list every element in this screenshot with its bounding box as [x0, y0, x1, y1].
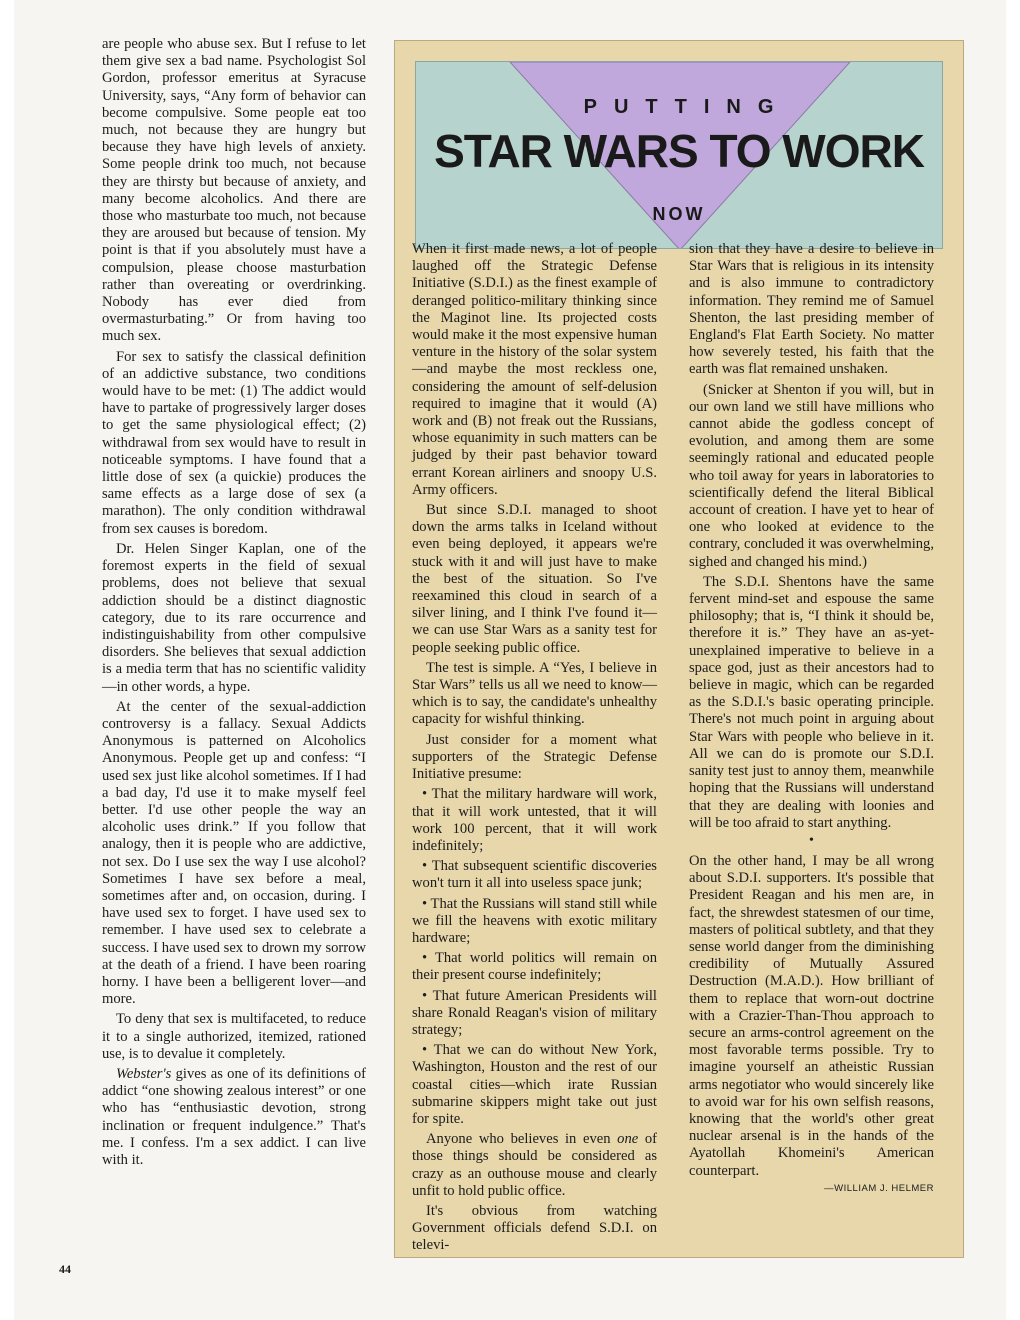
magazine-page: [14, 0, 1006, 1320]
section-separator: •: [809, 832, 814, 848]
headline-banner: [415, 61, 943, 249]
paragraph: At the center of the sexual-addiction controversy is a fallacy. Sexual Addicts Anonymous is patterned on Alcoholics Anonymous. People get up and confess: “I used sex just like alcohol sometimes. If I had a bad day, I'd use it to make myself feel better. I'd use other people the way an alcoholic uses drink.” If you follow that analogy, then it is people who are addictive, not sex. Do I use sex the way I use alcohol? Sometimes I have sex before a meal, sometimes after and, on occasion, during. I have used sex to forget. I have used sex to remember. I have used sex to celebrate a success. I have used sex to drown my sorrow at the death of a friend. I have been roaring horny. I have been a belligerent lover—and more.: [102, 698, 366, 1008]
paragraph: But since S.D.I. managed to shoot down the arms talks in Iceland without even being deployed, it appears we're stuck with it and will just have to make the best of the situation. So I've reexamined this cloud in search of a silver lining, and I think I've found it—we can use Star Wars as a sanity test for people seeking public office.: [412, 502, 657, 656]
bullet-item: • That the Russians will stand still while we fill the heavens with exotic military hardware;: [412, 895, 657, 946]
paragraph: Just consider for a moment what supporters of the Strategic Defense Initiative presume:: [412, 731, 657, 783]
paragraph: The test is simple. A “Yes, I believe in Star Wars” tells us all we need to know—which is to say, the candidate's unhealthy capacity for wishful thinking.: [412, 659, 657, 728]
paragraph: It's obvious from watching Government officials defend S.D.I. on televi-: [412, 1202, 657, 1254]
paragraph-text: gives as one of its definitions of addict “one showing zealous interest” or one who has “enthusiastic devotion, strong inclination or frequent indulgence.” That's me. I confess. I'm a sex addict. I can live with it.: [102, 1065, 366, 1168]
paragraph: The S.D.I. Shentons have the same fervent mind-set and espouse the same philosophy; that is, “I think it should be, therefore it is.” They have an as-yet-unexplained imperative to believe in a space god, just as their ancestors had to believe in magic, which can be regarded as the S.D.I.'s basic operating principle. There's not much point in arguing about Star Wars with people who believe in it. All we can do is promote our S.D.I. sanity test just to annoy them, meanwhile hoping that the Russians will understand that they are dealing with loonies and will be too afraid to start anything.: [689, 573, 934, 831]
bullet-item: • That subsequent scientific discoveries won't turn it all into useless space junk;: [412, 858, 657, 892]
sidebar-column-1: [412, 241, 657, 1255]
deck: NOW: [652, 204, 706, 224]
paragraph-text: Anyone who believes in even: [426, 1131, 618, 1148]
page-number: 44: [59, 1262, 71, 1276]
paragraph: (Snicker at Shenton if you will, but in our own land we still have millions who cannot abide the godless concept of evolution, and among them are some seemingly rational and educated people who toil away for years in laboratories to scientifically defend the literal Biblical account of creation. I have yet to hear of one who looked at evidence to the contrary, concluded it was overwhelming, sighed and changed his mind.): [689, 381, 934, 570]
paragraph: [412, 1131, 657, 1200]
italic-text: Webster's: [116, 1065, 172, 1082]
paragraph: On the other hand, I may be all wrong about S.D.I. supporters. It's possible that President Reagan and his men are, in fact, the shrewdest statesmen of our time, masters of political subtlety, and that they sense world danger from the diminishing credibility of Mutually Assured Destruction (M.A.D.). How brilliant of them to replace that worn-out doctrine with a Crazier-Than-Thou approach to secure an arms-control agreement on the most favorable terms possible. Try to imagine yourself an atheistic Russian arms negotiator who would sincerely like to avoid war for his own selfish reasons, knowing that the world's other great nuclear arsenal is in the hands of the Ayatollah Khomeini's American counterpart.: [689, 852, 934, 1179]
bullet-item: • That world politics will remain on their present course indefinitely;: [412, 950, 657, 984]
paragraph: For sex to satisfy the classical definition of an addictive substance, two conditions would have to be met: (1) The addict would have to partake of progressively larger doses to get the same physiological effect; (2) withdrawal from sex would have to result in noticeable symptoms. I have found that a little dose of sex (a quickie) produces the same effects as a large dose of sex (a marathon). The only condition withdrawal from sex causes is boredom.: [102, 348, 366, 537]
paragraph: When it first made news, a lot of people laughed off the Strategic Defense Initiative (S.D.I.) as the finest example of deranged politico-military thinking since the Maginot line. Its projected costs would make it the most expensive human venture in the history of the solar system—and maybe the most reckless one, considering the amount of self-delusion required to imagine that it would (A) work and (B) not freak out the Russians, whose equanimity in such matters can be judged by their past behavior toward errant Korean airliners and snoopy U.S. Army officers.: [412, 241, 657, 498]
sidebar-column-2: [689, 241, 934, 1194]
author-byline: —WILLIAM J. HELMER: [824, 1182, 934, 1194]
paragraph-text: of those things should be considered as crazy as an outhouse mouse and clearly unfit to hold public office.: [412, 1131, 657, 1199]
paragraph: Dr. Helen Singer Kaplan, one of the foremost experts in the field of sexual problems, does not believe that sexual addiction should be a distinct diagnostic category, due to its rare occurrence and indistinguishability from other compulsive disorders. She believes that sexual addiction is a media term that has no scientific validity—in other words, a hype.: [102, 540, 366, 695]
headline: STAR WARS TO WORK: [434, 125, 924, 177]
kicker: PUTTING: [583, 96, 791, 118]
paragraph: sion that they have a desire to believe in Star Wars that is religious in its intensity and is also immune to contradictory information. They remind me of Samuel Shenton, the last presiding member of England's Flat Earth Society. No matter how severely tested, his faith that the earth was flat remained unshaken.: [689, 241, 934, 378]
article-left-column: [102, 36, 366, 1169]
sidebar-box: [394, 40, 964, 1258]
paragraph: [102, 1066, 366, 1169]
bullet-item: • That the military hardware will work, that it will work untested, that it will work 100 percent, that it will work indefinitely;: [412, 786, 657, 854]
italic-text: one: [617, 1131, 639, 1148]
paragraph: To deny that sex is multifaceted, to reduce it to a single authorized, itemized, rationed use, is to devalue it completely.: [102, 1011, 366, 1062]
paragraph: are people who abuse sex. But I refuse to let them give sex a bad name. Psychologist Sol Gordon, professor emeritus at Syracuse University, says, “Any form of behavior can become compulsive. Some people eat too much, not because they are hungry but because they have high levels of anxiety. Some people drink too much, not because they are thirsty but because of anxiety, and many become alcoholics. And there are those who masturbate too much, not because they are aroused but because of tension. My point is that if you absolutely must have a compulsion, please choose masturbation rather than overeating or overdrinking. Nobody has ever died from overmasturbating.” Or from having too much sex.: [102, 36, 366, 345]
bullet-item: • That future American Presidents will share Ronald Reagan's vision of military strategy;: [412, 987, 657, 1038]
bullet-item: • That we can do without New York, Washington, Houston and the rest of our coastal cities—which irate Russian submarine skippers might take out just for spite.: [412, 1042, 657, 1127]
